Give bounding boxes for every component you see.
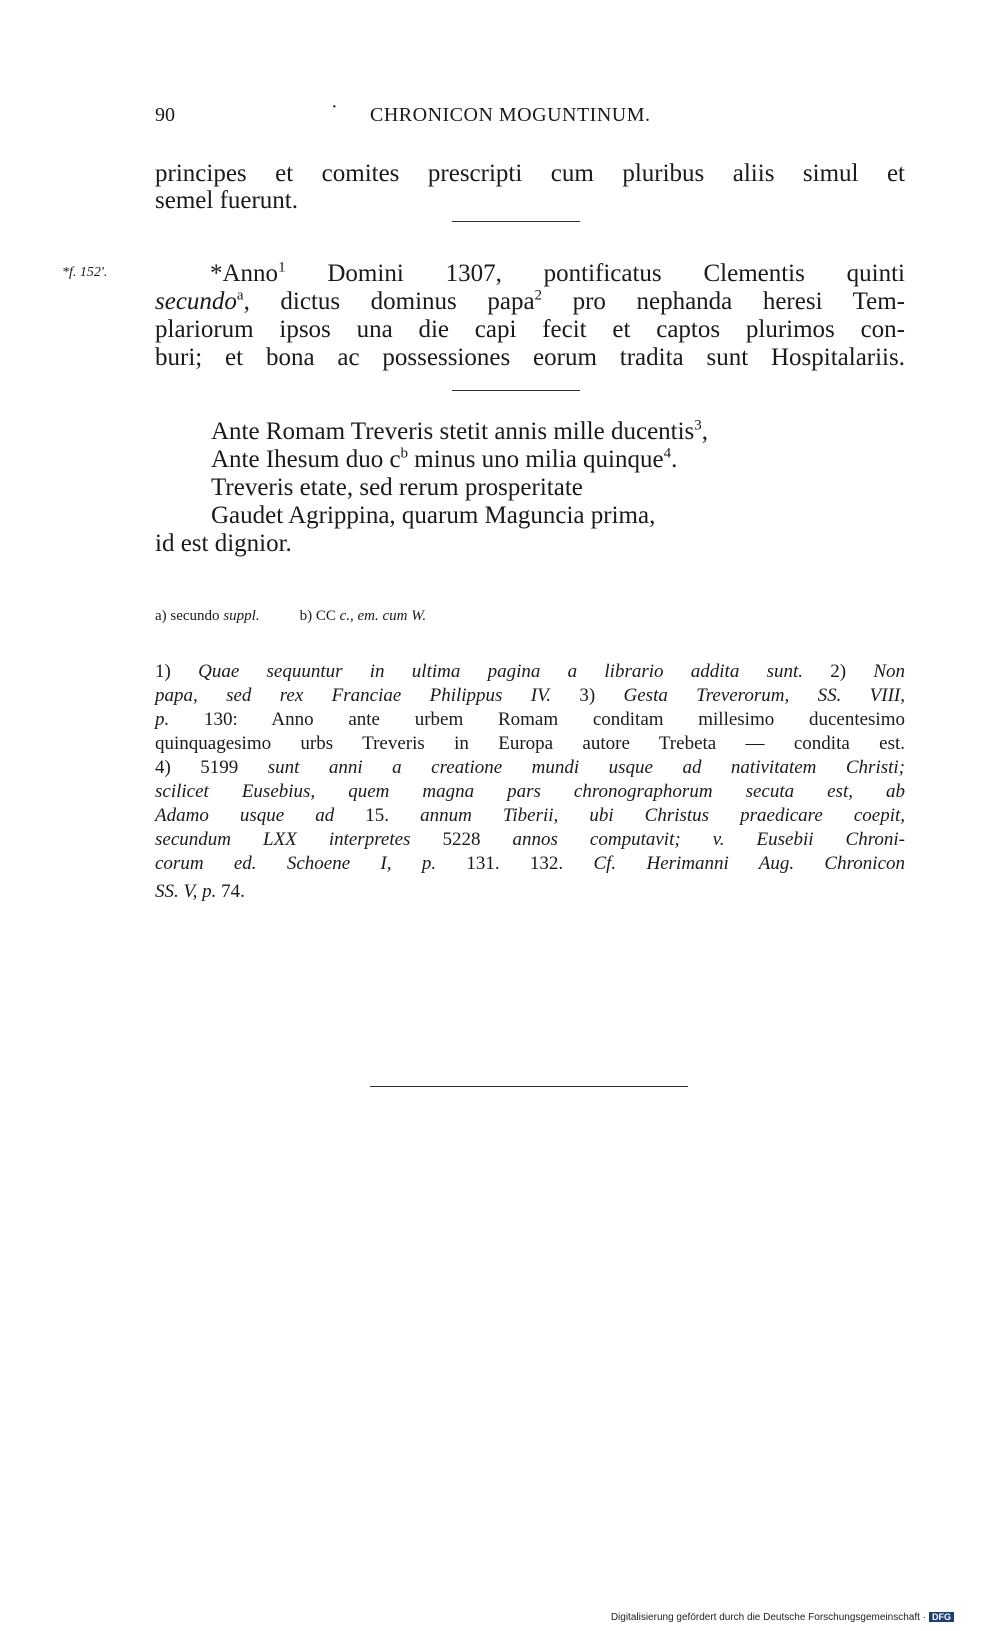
verse-line-5: id est dignior. bbox=[155, 530, 292, 557]
fn-1-num: 1) bbox=[155, 661, 199, 682]
fn-4-text-g: Cf. Herimanni Aug. Chronicon bbox=[593, 853, 906, 874]
footnote-line-4: quinquagesimo urbs Treveris in Europa autore Trebeta — condita est. bbox=[155, 733, 905, 754]
variant-notes bbox=[155, 608, 426, 625]
margin-folio-note: *f. 152'. bbox=[62, 265, 108, 280]
footnote-line-7 bbox=[155, 804, 905, 828]
verse-line-3: Treveris etate, sed rerum prosperitate bbox=[211, 474, 583, 501]
footnote-line-8 bbox=[155, 828, 905, 852]
fn-2-text: papa, sed rex Franciae Philippus IV. bbox=[155, 685, 552, 706]
footnote-ref-4: 4 bbox=[663, 445, 672, 462]
intro-line-2: semel fuerunt. bbox=[155, 187, 299, 214]
header-dot: · bbox=[331, 96, 338, 118]
intro-line-1: principes et comites prescripti cum pluribus aliis simul et bbox=[155, 160, 905, 187]
section-divider-1 bbox=[452, 221, 580, 222]
footnote-line-2 bbox=[155, 684, 905, 708]
end-rule bbox=[370, 1086, 688, 1087]
entry-secundo: secundo bbox=[155, 288, 237, 315]
fn-3-text-start: Gesta Treverorum, SS. VIII, bbox=[623, 685, 905, 706]
variant-note-b-italic-1: c. bbox=[339, 608, 351, 624]
fn-3-page-abbr: p. bbox=[155, 709, 170, 730]
fn-4-num: 4) 5199 bbox=[155, 757, 268, 778]
footnote-ref-3: 3 bbox=[694, 417, 702, 434]
entry-anno: *Anno bbox=[210, 260, 279, 287]
verse-line-2-punct: . bbox=[671, 446, 678, 473]
fn-4-text-e: annos computavit; v. Eusebii Chroni- bbox=[512, 829, 905, 850]
variant-ref-b: b bbox=[400, 445, 409, 462]
variant-note-a-italic: suppl. bbox=[223, 608, 260, 624]
verse-line-1-text: Ante Romam Treveris stetit annis mille ducentis bbox=[211, 418, 695, 445]
digitization-credit bbox=[611, 1612, 954, 1623]
variant-note-b-italic-2: em. cum W. bbox=[357, 608, 427, 624]
section-divider-2 bbox=[452, 390, 580, 391]
footnote-line-5 bbox=[155, 756, 905, 780]
verse-line-1 bbox=[211, 418, 708, 446]
variant-note-b bbox=[300, 608, 427, 624]
fn-4-text-b: Adamo usque ad bbox=[155, 805, 335, 826]
fn-2-text-start: Non bbox=[873, 661, 906, 682]
entry-line-1 bbox=[210, 260, 905, 288]
variant-note-a-label: a) secundo bbox=[155, 608, 224, 624]
fn-4-page-74: 74. bbox=[216, 881, 245, 902]
fn-4-text-d: secundum LXX interpretes bbox=[155, 829, 411, 850]
fn-1-text: Quae sequuntur in ultima pagina a librario addita sunt. bbox=[198, 661, 803, 682]
fn-4-num-15: 15. bbox=[334, 805, 421, 826]
variant-note-b-label: b) CC bbox=[299, 608, 340, 624]
entry-line-4: buri; et bona ac possessiones eorum tradita sunt Hospitalariis. bbox=[155, 344, 905, 371]
variant-note-b-sep: , bbox=[350, 608, 358, 624]
verse-line-2-text-b: minus uno milia quinque bbox=[408, 446, 664, 473]
dfg-logo: DFG bbox=[929, 1612, 954, 1622]
entry-line-3: plariorum ipsos una die capi fecit et captos plurimos con- bbox=[155, 316, 905, 343]
fn-4-text-f: corum ed. Schoene I, p. bbox=[155, 853, 437, 874]
credit-text: Digitalisierung gefördert durch die Deutsche Forschungsgemeinschaft · bbox=[610, 1612, 926, 1623]
verse-line-1-punct: , bbox=[701, 418, 709, 445]
fn-4-text-h: SS. V, p. bbox=[155, 881, 217, 902]
entry-line-2-text-a: , dictus dominus papa bbox=[243, 288, 535, 315]
fn-4-num-5228: 5228 bbox=[410, 829, 513, 850]
fn-2-num: 2) bbox=[803, 661, 874, 682]
entry-line-2-text-b: pro nephanda heresi Tem- bbox=[542, 288, 906, 315]
footnote-ref-2: 2 bbox=[534, 287, 543, 304]
page-number: 90 bbox=[155, 104, 175, 126]
running-title: CHRONICON MOGUNTINUM. bbox=[370, 104, 651, 126]
fn-3-num: 3) bbox=[551, 685, 624, 706]
verse-line-4: Gaudet Agrippina, quarum Maguncia prima, bbox=[211, 502, 656, 529]
verse-line-2-text-a: Ante Ihesum duo c bbox=[211, 446, 401, 473]
footnote-line-9 bbox=[155, 852, 905, 876]
variant-ref-a: a bbox=[236, 287, 244, 304]
fn-4-text: sunt anni a creatione mundi usque ad nativitatem Christi; bbox=[267, 757, 905, 778]
fn-3-quote: 130: Anno ante urbem Romam conditam millesimo ducentesimo bbox=[169, 709, 905, 730]
fn-4-text-c: annum Tiberii, ubi Christus praedicare coepit, bbox=[420, 805, 905, 826]
fn-4-pages: 131. 132. bbox=[436, 853, 594, 874]
footnote-line-1 bbox=[155, 660, 905, 684]
variant-note-a bbox=[155, 608, 260, 624]
footnote-line-10 bbox=[155, 880, 905, 904]
footnote-ref-1: 1 bbox=[278, 259, 286, 276]
entry-line-1-text: Domini 1307, pontificatus Clementis quinti bbox=[285, 260, 905, 287]
verse-line-2 bbox=[211, 446, 677, 474]
footnote-line-6: scilicet Eusebius, quem magna pars chronographorum secuta est, ab bbox=[155, 781, 905, 802]
entry-line-2 bbox=[155, 288, 905, 316]
footnote-line-3 bbox=[155, 708, 905, 732]
